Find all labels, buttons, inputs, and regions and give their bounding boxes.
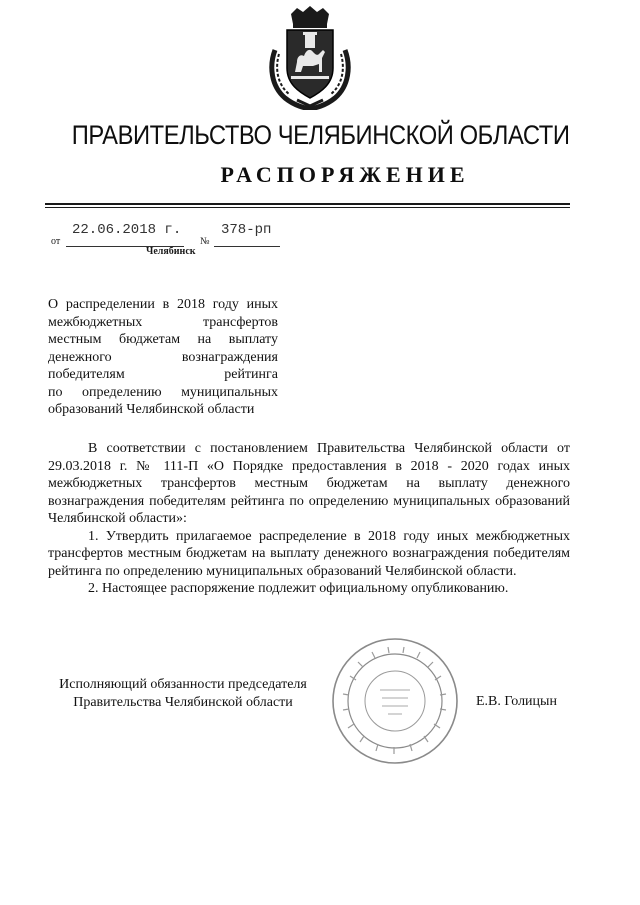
preamble-paragraph: В соответствии с постановлением Правительства Челябинской области от 29.03.2018 г. № 111-П «О Порядке предоставления в 2018 - 2020 годах иных межбюджетных трансфертов местным бюджетам на выплату денежного вознаграждения победителям рейтинга по определению муниципальных образований Челябинской области»: xyxy=(48,441,570,526)
city-name: Челябинск xyxy=(146,246,196,257)
document-date: 22.06.2018 г. xyxy=(72,222,182,238)
header-divider xyxy=(45,203,570,205)
signatory-position-line1: Исполняющий обязанности председателя xyxy=(59,677,307,692)
subject-line: межбюджетных трансфертов xyxy=(48,314,278,330)
subject-line: денежного вознаграждения xyxy=(48,349,278,365)
coat-of-arms-emblem xyxy=(267,6,353,110)
signatory-name: Е.В. Голицын xyxy=(476,694,557,709)
order-item-2: 2. Настоящее распоряжение подлежит официальному опубликованию. xyxy=(88,581,509,596)
header-divider-thin xyxy=(45,207,570,208)
order-item-1: 1. Утвердить прилагаемое распределение в 2018 году иных межбюджетных трансфертов местным бюджетам на выплату денежного вознаграждения победителям рейтинга по определению муниципальных образований Челябинской области. xyxy=(48,528,570,579)
subject-line: местным бюджетам на выплату xyxy=(48,332,278,347)
document-body xyxy=(48,440,570,598)
signatory-position-line2: Правительства Челябинской области xyxy=(73,695,293,710)
government-title: ПРАВИТЕЛЬСТВО ЧЕЛЯБИНСКОЙ ОБЛАСТИ xyxy=(71,120,570,150)
subject-line: образований Челябинской области xyxy=(48,402,255,417)
official-seal-stamp xyxy=(330,636,460,766)
subject-line: победителям рейтинга xyxy=(48,367,278,382)
date-label: от xyxy=(51,236,61,247)
number-underline xyxy=(214,246,280,247)
subject-line: по определению муниципальных xyxy=(48,384,278,400)
document-subject xyxy=(48,296,278,419)
document-number: 378-рп xyxy=(221,222,272,238)
subject-line: О распределении в 2018 году иных xyxy=(48,297,278,312)
number-label: № xyxy=(200,236,210,247)
document-type-title: РАСПОРЯЖЕНИЕ xyxy=(220,162,470,187)
signatory-position xyxy=(48,676,318,712)
